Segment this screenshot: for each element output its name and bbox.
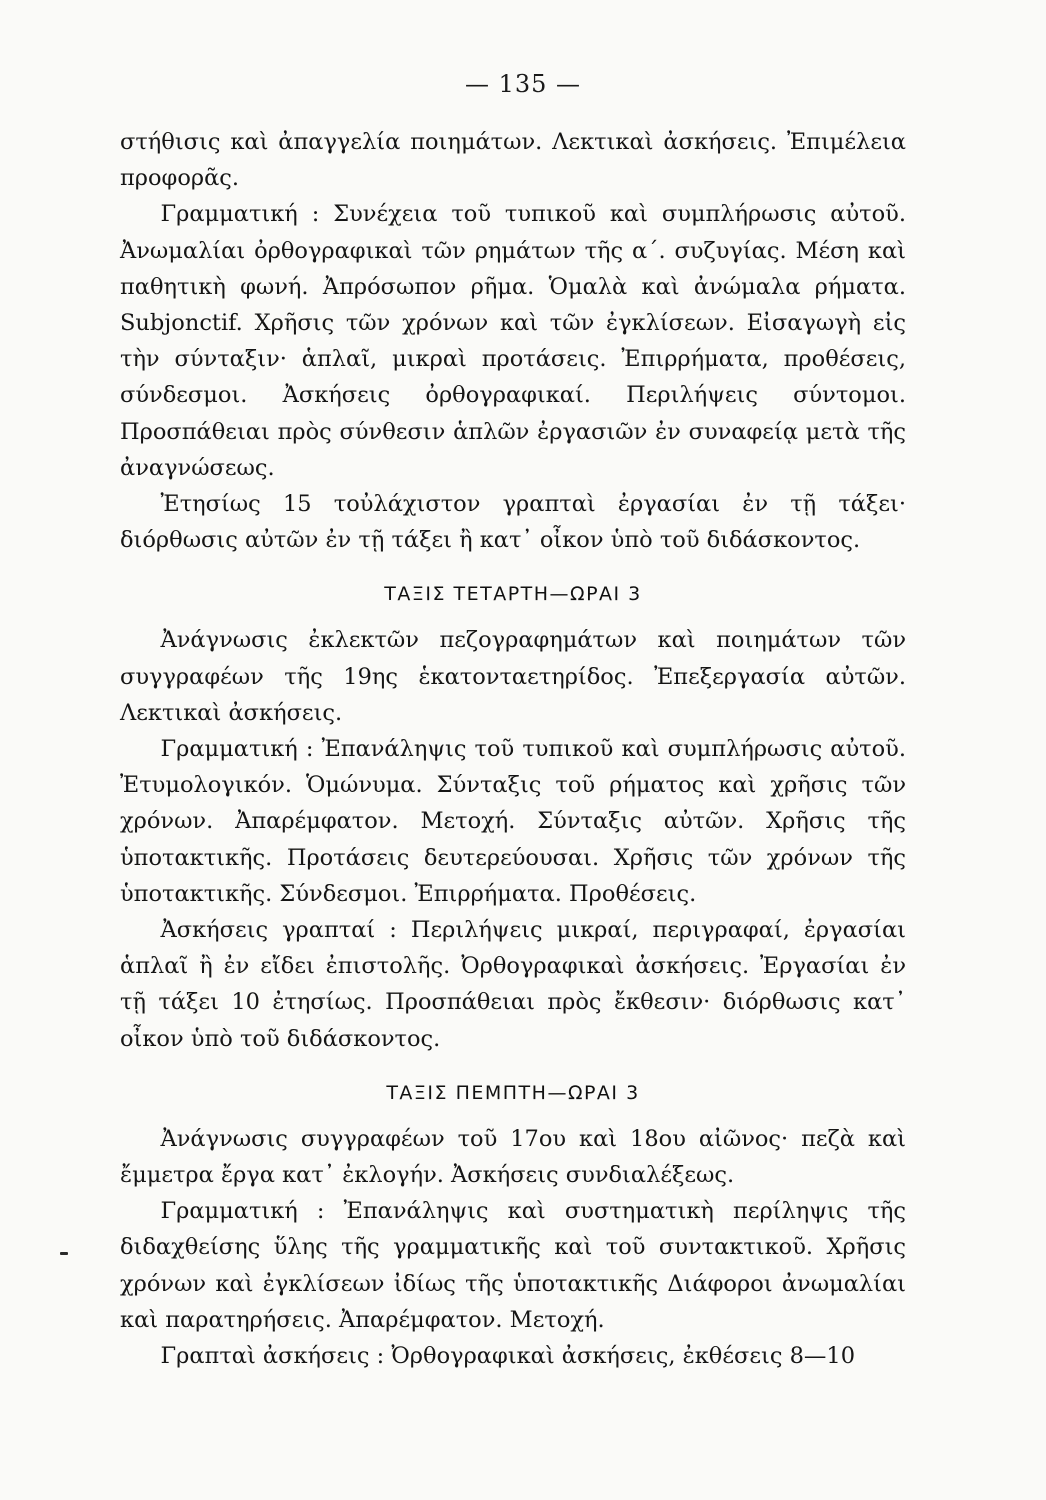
section-heading-fourth-class: ΤΑΞΙΣ ΤΕΤΑΡΤΗ—ΩΡΑΙ 3 xyxy=(384,583,642,606)
paragraph-annual-assignments: Ἐτησίως 15 τοὐλάχιστον γραπταὶ ἐργασίαι ἐν τῇ τάξει· διόρθωσις αὐτῶν ἐν τῇ τάξει ἢ κατ᾽ οἶκον ὑπὸ τοῦ διδάσκοντος. xyxy=(120,491,906,554)
paragraph-written-exercises-fourth: Ἀσκήσεις γραπταί : Περιλήψεις μικραί, περιγραφαί, ἐργασίαι ἁπλαῖ ἢ ἐν εἴδει ἐπιστολῆς. Ὀρθογραφικαὶ ἀσκήσεις. Ἐργασίαι ἐν τῇ τάξει 10 ἐτησίως. Προσπάθειαι πρὸς ἔκθεσιν· διόρθωσις κατ᾽ οἶκον ὑπὸ τοῦ διδάσκοντος. xyxy=(120,917,906,1052)
paragraph-grammar-fourth: Γραμματική : Ἐπανάληψις τοῦ τυπικοῦ καὶ συμπλήρωσις αὐτοῦ. Ἐτυμολογικόν. Ὁμώνυμα. Σύνταξις τοῦ ρήματος καὶ χρῆσις τῶν χρόνων. Ἀπαρέμφατον. Μετοχή. Σύνταξις αὐτῶν. Χρῆσις τῆς ὑποτακτικῆς. Προτάσεις δευτερεύουσαι. Χρῆσις τῶν χρόνων τῆς ὑποτακτικῆς. Σύνδεσμοι. Ἐπιρρήματα. Προθέσεις. xyxy=(120,736,906,907)
page-body xyxy=(120,124,906,1374)
paragraph-written-exercises-fifth: Γραπταὶ ἀσκήσεις : Ὀρθογραφικαὶ ἀσκήσεις, ἐκθέσεις 8—10 xyxy=(160,1343,856,1370)
paragraph-reading-fifth: Ἀνάγνωσις συγγραφέων τοῦ 17ου καὶ 18ου αἰῶνος· πεζὰ καὶ ἔμμετρα ἔργα κατ᾽ ἐκλογήν. Ἀσκήσεις συνδιαλέξεως. xyxy=(120,1125,906,1189)
paragraph-grammar-third: Γραμματική : Συνέχεια τοῦ τυπικοῦ καὶ συμπλήρωσις αὐτοῦ. Ἀνωμαλίαι ὀρθογραφικαὶ τῶν ρημάτων τῆς α΄. συζυγίας. Μέση καὶ παθητικὴ φωνή. Ἀπρόσωπον ρῆμα. Ὁμαλὰ καὶ ἀνώμαλα ρήματα. Subjonctif. Χρῆσις τῶν χρόνων καὶ τῶν ἐγκλίσεων. Εἰσαγωγὴ εἰς τὴν σύνταξιν· ἁπλαῖ, μικραὶ προτάσεις. Ἐπιρρήματα, προθέσεις, σύνδεσμοι. Ἀσκήσεις ὀρθογραφικαί. Περιλήψεις σύντομοι. Προσπάθειαι πρὸς σύνθεσιν ἁπλῶν ἐργασιῶν ἐν συναφείᾳ μετὰ τῆς ἀναγνώσεως. xyxy=(120,201,906,481)
page-number: — 135 — xyxy=(464,70,582,98)
paragraph-recitation: στήθισις καὶ ἀπαγγελία ποιημάτων. Λεκτικαὶ ἀσκήσεις. Ἐπιμέλεια προφορᾶς. xyxy=(120,129,906,192)
section-heading-fifth-class: ΤΑΞΙΣ ΠΕΜΠΤΗ—ΩΡΑΙ 3 xyxy=(386,1081,640,1104)
paragraph-reading-fourth: Ἀνάγνωσις ἐκλεκτῶν πεζογραφημάτων καὶ ποιημάτων τῶν συγγραφέων τῆς 19ης ἑκατονταετηρίδος. Ἐπεξεργασία αὐτῶν. Λεκτικαὶ ἀσκήσεις. xyxy=(120,627,906,726)
paragraph-grammar-fifth: Γραμματική : Ἐπανάληψις καὶ συστηματικὴ περίληψις τῆς διδαχθείσης ὕλης τῆς γραμματικῆς καὶ τοῦ συντακτικοῦ. Χρῆσις χρόνων καὶ ἐγκλίσεων ἰδίως τῆς ὑποτακτικῆς Διάφοροι ἀνωμαλίαι καὶ παρατηρήσεις. Ἀπαρέμφατον. Μετοχή. xyxy=(120,1198,906,1333)
margin-mark xyxy=(60,1252,68,1255)
